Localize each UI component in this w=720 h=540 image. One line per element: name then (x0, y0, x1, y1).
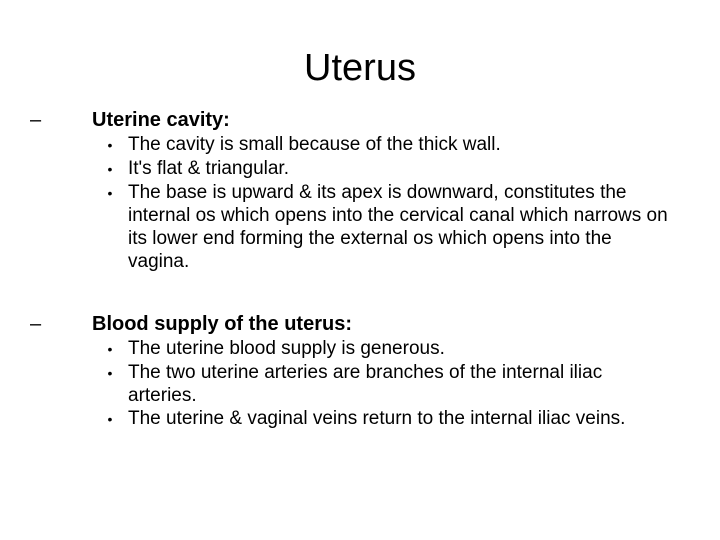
dash-marker: – (30, 313, 42, 335)
slide-title: Uterus (304, 47, 416, 89)
bullet-marker: • (107, 341, 113, 357)
bullet-marker: • (107, 365, 113, 381)
section-heading: Blood supply of the uterus: (92, 313, 352, 335)
list-item (92, 361, 690, 407)
bullet-text: The uterine & vaginal veins return to the internal iliac veins. (128, 408, 626, 429)
list-item (92, 181, 690, 273)
list-item (92, 337, 690, 361)
section-heading-row (30, 108, 690, 133)
bullet-text: It's flat & triangular. (128, 158, 289, 179)
section-heading: Uterine cavity: (92, 109, 230, 131)
bullet-marker: • (107, 137, 113, 153)
bullet-text: The cavity is small because of the thick wall. (128, 134, 501, 155)
bullet-text: The uterine blood supply is generous. (128, 338, 445, 359)
dash-marker: – (30, 109, 42, 131)
section-heading-row (30, 312, 690, 337)
bullet-marker: • (107, 185, 113, 201)
list-item (92, 133, 690, 157)
list-item (92, 407, 690, 431)
bullet-text: The two uterine arteries are branches of the internal iliac arteries. (128, 362, 603, 406)
section-blood-supply (30, 312, 690, 431)
bullet-marker: • (107, 161, 113, 177)
section-uterine-cavity (30, 108, 690, 273)
bullet-marker: • (107, 411, 113, 427)
bullet-text: The base is upward & its apex is downward, constitutes the internal os which opens into the cervical canal which narrows on its lower end forming the external os which opens into the vagina. (128, 182, 668, 272)
list-item (92, 157, 690, 181)
